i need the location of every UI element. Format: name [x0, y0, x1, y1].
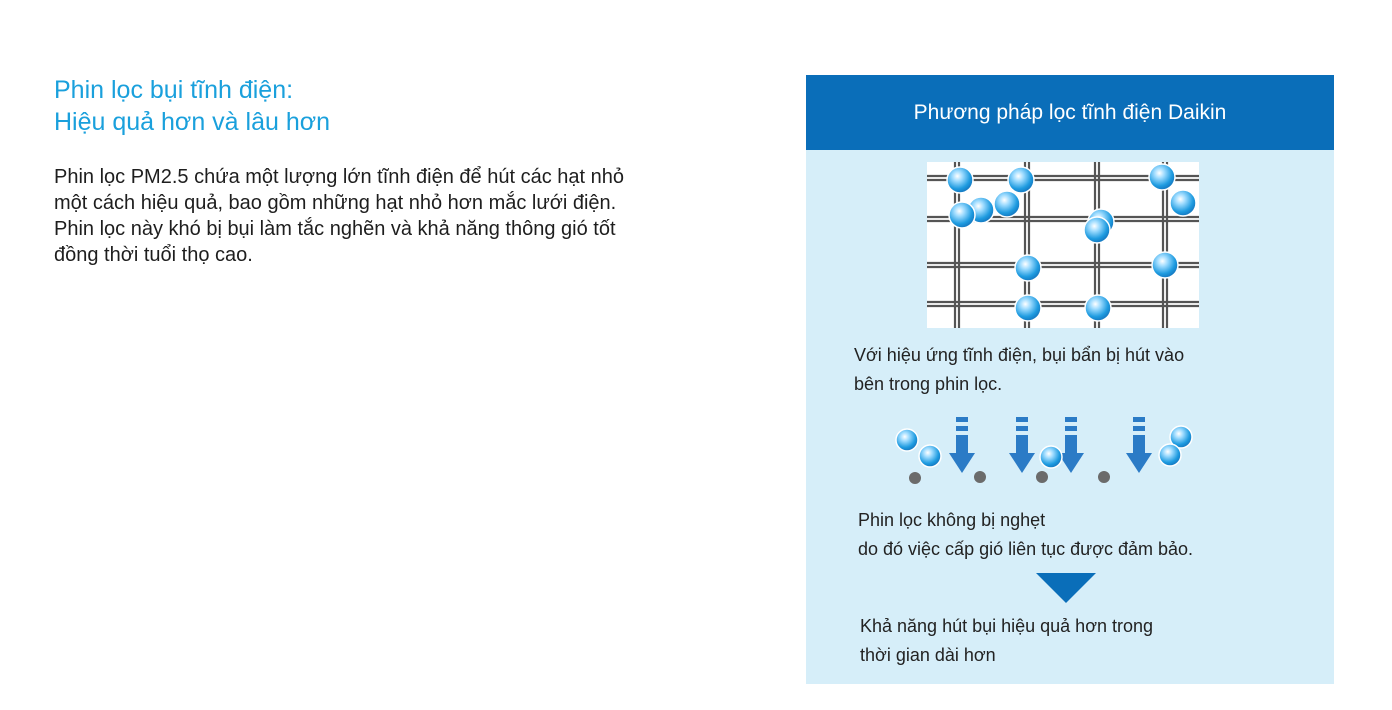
description-line: Phin lọc này khó bị bụi làm tắc nghẽn và khả năng thông gió tốt: [54, 218, 616, 240]
description-paragraph: [54, 164, 754, 268]
caption-result: Khả năng hút bụi hiệu quả hơn trong thời gian dài hơn: [860, 616, 1154, 665]
description-line: Phin lọc PM2.5 chứa một lượng lớn tĩnh điện để hút các hạt nhỏ: [54, 166, 624, 188]
dust-particle: [1015, 295, 1041, 321]
panel-title: Phương pháp lọc tĩnh điện Daikin: [806, 75, 1334, 150]
electrostatic-mesh-illustration: [927, 162, 1199, 328]
heading-line-1: Phin lọc bụi tĩnh điện:: [54, 76, 294, 104]
dust-particle: [947, 167, 973, 193]
down-triangle-icon: [1036, 573, 1096, 603]
dust-particle: [1170, 190, 1196, 216]
caption-attraction: Với hiệu ứng tĩnh điện, bụi bẩn bị hút vào bên trong phin lọc.: [854, 345, 1185, 394]
description-line: đồng thời tuổi thọ cao.: [54, 244, 253, 266]
dust-particle: [1152, 252, 1178, 278]
intro-section: [54, 74, 754, 268]
dust-particle: [1084, 217, 1110, 243]
heading-line-2: Hiệu quả hơn và lâu hơn: [54, 108, 331, 136]
dust-particle: [1085, 295, 1111, 321]
dust-particle: [949, 202, 975, 228]
section-heading: [54, 74, 754, 138]
dust-particle: [994, 191, 1020, 217]
dust-particle: [1149, 164, 1175, 190]
dust-particle: [1008, 167, 1034, 193]
dust-particle: [1015, 255, 1041, 281]
method-panel: [806, 75, 1334, 684]
caption-no-clogging: Phin lọc không bị nghẹt do đó việc cấp gió liên tục được đảm bảo.: [858, 510, 1194, 559]
airflow-arrows-icon: [894, 415, 1194, 487]
description-line: một cách hiệu quả, bao gồm những hạt nhỏ hơn mắc lưới điện.: [54, 192, 617, 214]
